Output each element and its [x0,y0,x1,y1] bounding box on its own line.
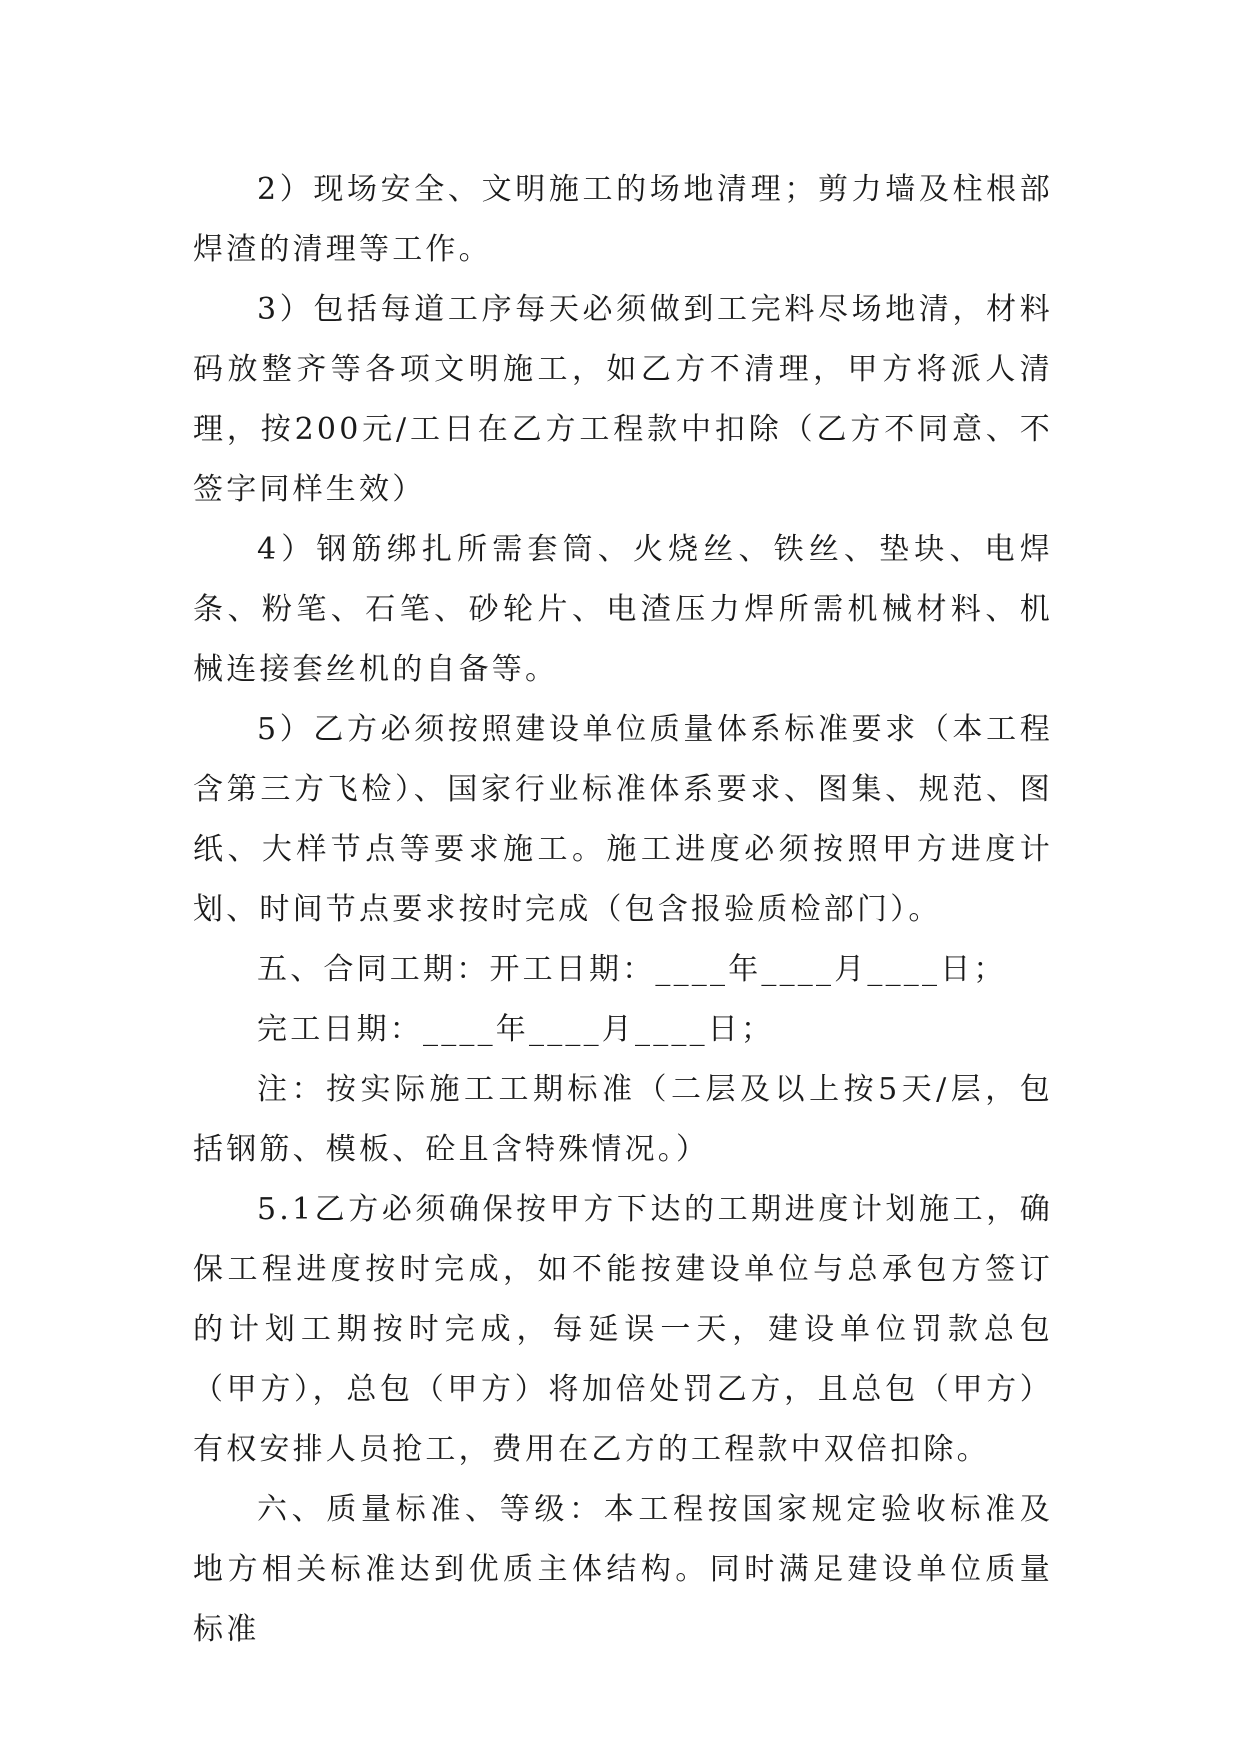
paragraph-cleanup: 2）现场安全、文明施工的场地清理；剪力墙及柱根部焊渣的清理等工作。 [193,172,1053,267]
paragraph-quality-grade: 六、质量标准、等级：本工程按国家规定验收标准及地方相关标准达到优质主体结构。同时满足建设单位质量标准 [193,1492,1053,1647]
paragraph-quality-standards: 5）乙方必须按照建设单位质量体系标准要求（本工程含第三方飞检）、国家行业标准体系要求、图集、规范、图纸、大样节点等要求施工。施工进度必须按照甲方进度计划、时间节点要求按时完成（包含报验质检部门）。 [193,712,1053,927]
paragraph-completion-date: 完工日期：____年____月____日； [257,1012,775,1047]
document-body [193,160,1053,1660]
paragraph-schedule-penalty: 5.1乙方必须确保按甲方下达的工期进度计划施工，确保工程进度按时完成，如不能按建设单位与总承包方签订的计划工期按时完成，每延误一天，建设单位罚款总包（甲方），总包（甲方）将加倍处罚乙方，且总包（甲方）有权安排人员抢工，费用在乙方的工程款中双倍扣除。 [193,1192,1053,1467]
paragraph-rebar-materials: 4）钢筋绑扎所需套筒、火烧丝、铁丝、垫块、电焊条、粉笔、石笔、砂轮片、电渣压力焊所需机械材料、机械连接套丝机的自备等。 [193,532,1053,687]
paragraph-contract-period-start: 五、合同工期：开工日期：____年____月____日； [257,952,1007,987]
paragraph-daily-cleanup: 3）包括每道工序每天必须做到工完料尽场地清，材料码放整齐等各项文明施工，如乙方不清理，甲方将派人清理，按200元/工日在乙方工程款中扣除（乙方不同意、不签字同样生效） [193,292,1053,507]
paragraph-note: 注：按实际施工工期标准（二层及以上按5天/层，包括钢筋、模板、砼且含特殊情况。） [193,1072,1053,1167]
